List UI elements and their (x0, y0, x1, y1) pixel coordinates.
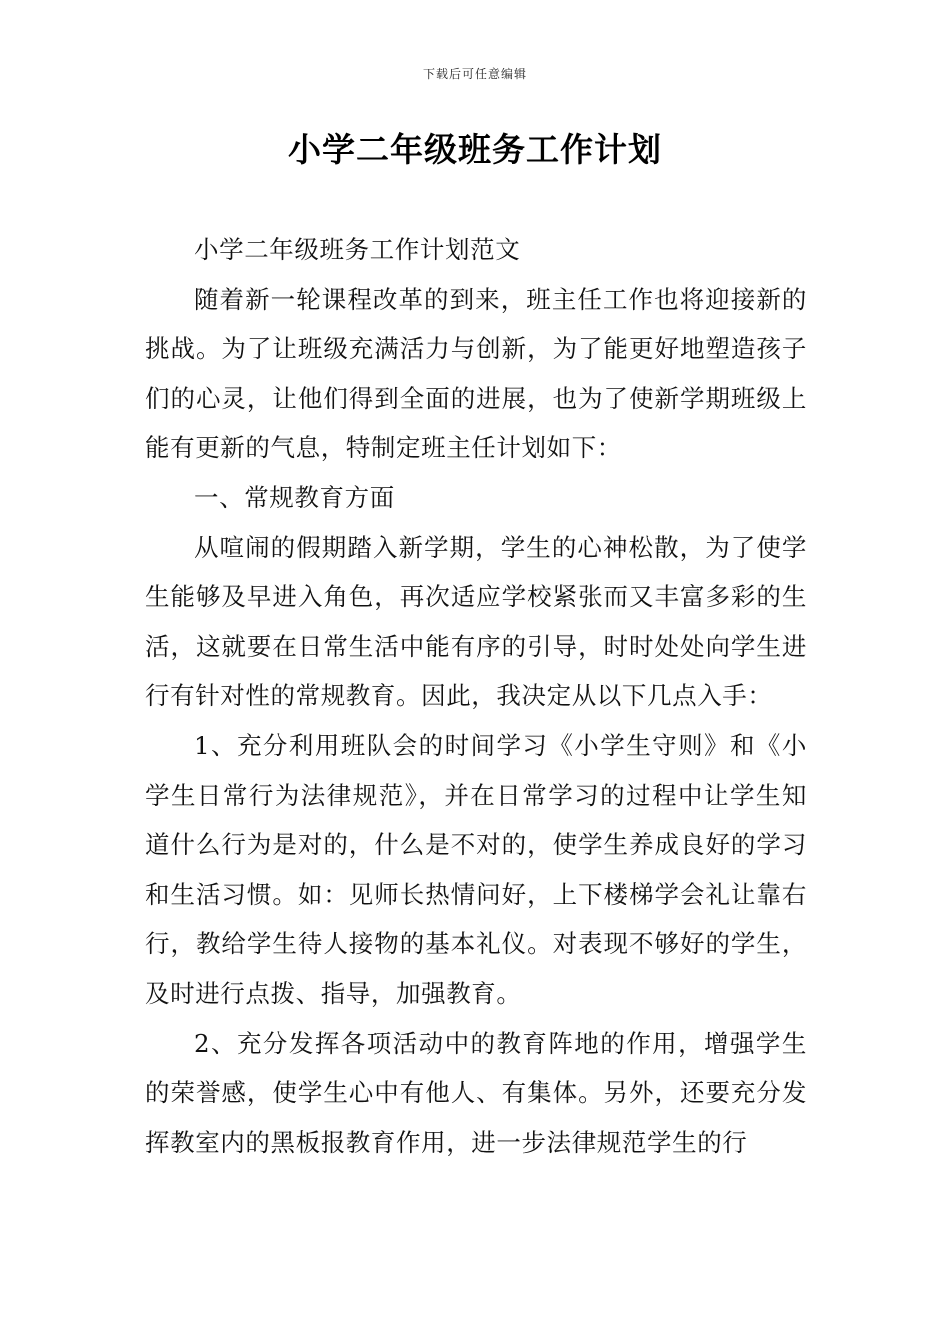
section-heading-routine-education: 一、常规教育方面 (194, 482, 395, 512)
paragraph-routine-education: 从喧闹的假期踏入新学期，学生的心神松散，为了使学生能够及早进入角色，再次适应学校紧张而又丰富多彩的生活，这就要在日常生活中能有序的引导，时时处处向学生进行有针对性的常规教育。因此，我决定从以下几点入手： (145, 532, 807, 711)
paragraph-intro: 随着新一轮课程改革的到来，班主任工作也将迎接新的挑战。为了让班级充满活力与创新，为了能更好地塑造孩子们的心灵，让他们得到全面的进展，也为了使新学期班级上能有更新的气息，特制定班主任计划如下： (145, 284, 807, 463)
paragraph-subtitle: 小学二年级班务工作计划范文 (194, 235, 521, 264)
document-body (145, 225, 807, 1167)
document-title: 小学二年级班务工作计划 (288, 130, 662, 169)
paragraph-item-2: 2、充分发挥各项活动中的教育阵地的作用，增强学生的荣誉感，使学生心中有他人、有集体。另外，还要充分发挥教室内的黑板报教育作用，进一步法律规范学生的行 (145, 1028, 807, 1157)
header-note: 下载后可任意编辑 (422, 67, 527, 81)
paragraph-item-1: 1、充分利用班队会的时间学习《小学生守则》和《小学生日常行为法律规范》，并在日常学习的过程中让学生知道什么行为是对的，什么是不对的，使学生养成良好的学习和生活习惯。如：见师长热情问好，上下楼梯学会礼让靠右行，教给学生待人接物的基本礼仪。对表现不够好的学生，及时进行点拨、指导，加强教育。 (145, 730, 807, 1008)
